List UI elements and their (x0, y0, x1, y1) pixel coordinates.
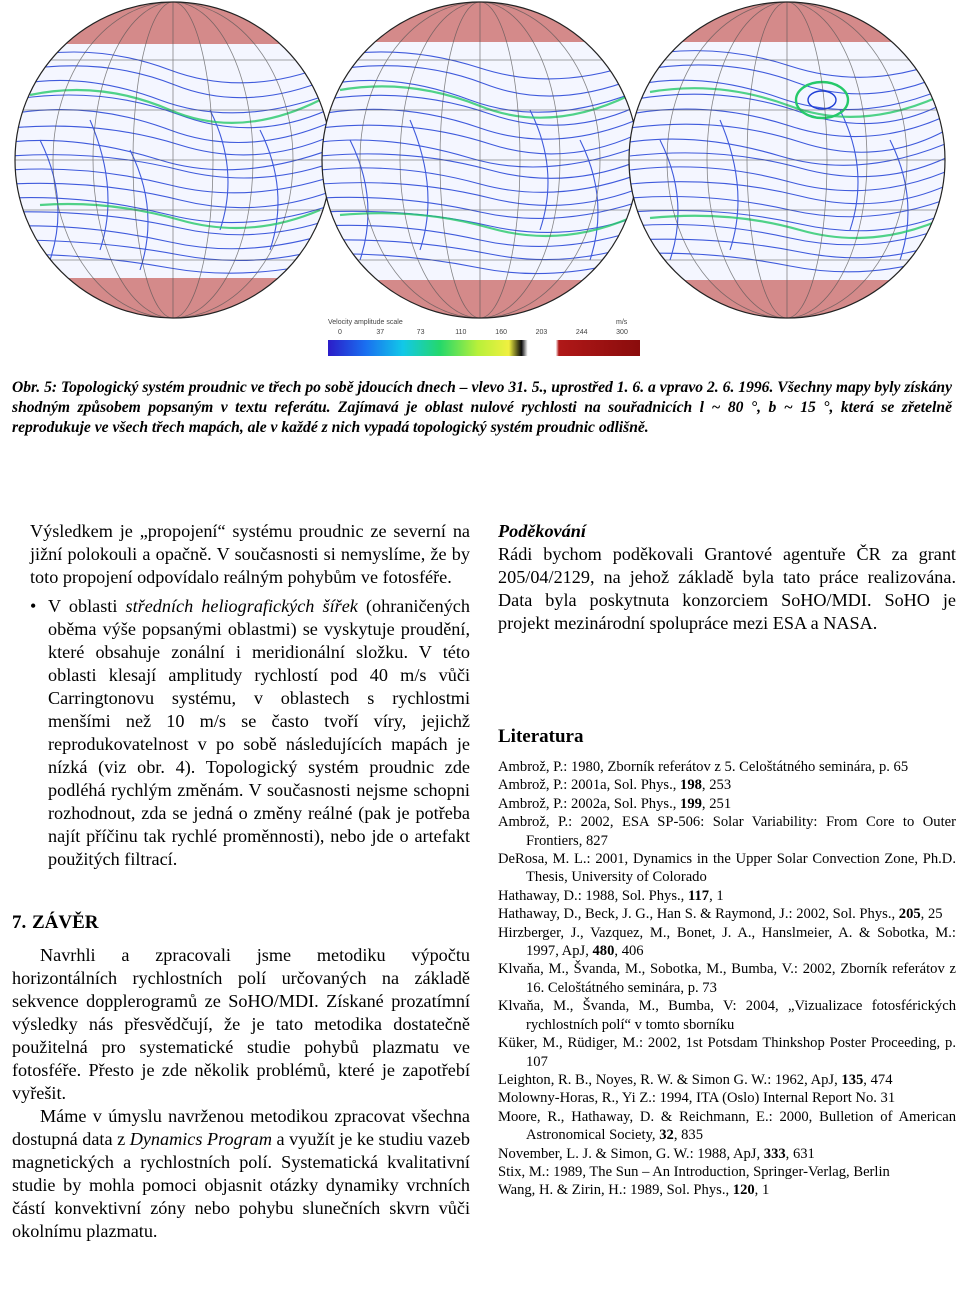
reference-item: Ambrož, P.: 2001a, Sol. Phys., 198, 253 (498, 777, 732, 794)
paragraph-conclusion-1: Navrhli a zpracovali jsme metodiku výpočtu horizontálních rychlostních polí určovaných na základě sekvence dopplerogramů ze SoHO/MDI. Získané prozatímní výsledky nás přesvědčují, že je tato metodika dostatečně použitelná pro systematické studie pohybů plazmatu ve fotosféře. Přesto je zde několik problémů, které je zapotřebí vyřešit. (12, 945, 470, 1103)
reference-item: Molowny-Horas, R., Yi Z.: 1994, ITA (Oslo) Internal Report No. 31 (498, 1090, 896, 1107)
scale-tick-label: 160 (495, 329, 507, 336)
references-list (498, 758, 956, 1200)
reference-item: Ambrož, P.: 2002a, Sol. Phys., 199, 251 (498, 795, 732, 812)
scale-unit: m/s (616, 319, 628, 326)
reference-item: Küker, M., Rüdiger, M.: 2002, 1st Potsdam Thinkshop Poster Proceeding, p. 107 (498, 1035, 956, 1070)
reference-item: Ambrož, P.: 2002, ESA SP-506: Solar Variability: From Core to Outer Frontiers, 827 (498, 814, 956, 849)
figure-caption: Obr. 5: Topologický systém proudnic ve třech po sobě jdoucích dnech – vlevo 31. 5., uprostřed 1. 6. a vpravo 2. 6. 1996. Všechny mapy byly získány shodným způsobem popsaným v textu referátu. Zajímavá je oblast nulové rychlosti na souřadnicích l ~ 80 °, b ~ 15 °, která se zřetelně reprodukuje ve všech třech mapách, ale v každé z nich vypadá topologický systém proudnic odlišně. (12, 379, 952, 436)
reference-item: Hathaway, D., Beck, J. G., Han S. & Raymond, J.: 2002, Sol. Phys., 205, 25 (498, 906, 943, 923)
velocity-color-scale (328, 319, 640, 356)
reference-item: Klvaňa, M., Švanda, M., Bumba, V: 2004, „Vizualizace fotosférických rychlostních polí“ v tomto sborníku (498, 998, 956, 1033)
references-title: Literatura (498, 726, 584, 747)
streamline-maps-svg (10, 0, 950, 370)
acknowledgement-text: Rádi bychom poděkovali Grantové agentuře ČR za grant 205/04/2129, na jehož základě byla tato práce realizována. Data byla poskytnuta konzorciem SoHO/MDI. SoHO je projekt mezinárodní spolupráce mezi ESA a NASA. (498, 544, 956, 633)
scale-tick-label: 0 (338, 329, 342, 336)
acknowledgement-title: Poděkování (498, 521, 586, 541)
reference-item: Stix, M.: 1989, The Sun – An Introduction, Springer-Verlag, Berlin (498, 1163, 890, 1180)
scale-tick-label: 110 (455, 329, 467, 336)
right-column (498, 520, 956, 1200)
scale-tick-label: 37 (376, 329, 385, 336)
reference-item: DeRosa, M. L.: 2001, Dynamics in the Upper Solar Convection Zone, Ph.D. Thesis, University of Colorado (498, 851, 956, 886)
reference-item: Wang, H. & Zirin, H.: 1989, Sol. Phys., 120, 1 (498, 1182, 770, 1199)
paragraph-conclusion-2: Máme v úmyslu navrženou metodikou zpracovat všechna dostupná data z Dynamics Program a využít je ke studiu vazeb magnetických a rychlostních polí. Systematická kvalitativní studie by mohla pomoci objasnit otázky dynamiky vrchních částí konvektivní zóny nebo pohybu slunečních skvrn vůči okolnímu plazmatu. (12, 1106, 470, 1241)
reference-item: Hirzberger, J., Vazquez, M., Bonet, J. A., Hanslmeier, A. & Sobotka, M.: 1997, ApJ, 480, 406 (498, 924, 956, 960)
reference-item: Moore, R., Hathaway, D. & Reichmann, E.: 2000, Bulletion of American Astronomical Society, 32, 835 (498, 1108, 956, 1144)
bullet-middle-latitudes: • V oblasti středních heliografických šířek (ohraničených oběma výše popsanými oblastmi) se vyskytuje proudění, které obsahuje zonální i meridionální složku. V této oblasti klesají amplitudy rychlostí pod 40 m/s vůči Carringtonovu systému, v oblastech s rychlostmi menšími než 10 m/s se často tvoří víry, jejichž reprodukovatelnost v po sobě následujících mapách je nízká (viz obr. 4). Topologický systém proudnic zde podléhá rychlým změnám. V současnosti nejsme schopni rozhodnout, zda se jedná o změny reálné (pak je potřeba najít příčinu tak rychlé proměnnosti), nebo jde o artefakt použitých filtrací. (30, 595, 470, 871)
section-heading-conclusion: 7. ZÁVĚR (12, 912, 99, 933)
reference-item: November, L. J. & Simon, G. W.: 1988, ApJ, 333, 631 (498, 1145, 815, 1162)
scale-tick-label: 203 (535, 329, 548, 336)
scale-tick-label: 244 (575, 329, 588, 336)
scale-caption: Velocity amplitude scale (328, 319, 403, 326)
left-column (12, 520, 470, 1243)
figure-streamline-maps (10, 0, 950, 370)
paragraph-result: Výsledkem je „propojení“ systému proudnic ze severní na jižní polokouli a opačně. V současnosti si nemyslíme, že by toto propojení odpovídalo reálným pohybům ve fotosféře. (30, 521, 470, 587)
scale-tick-label: 73 (416, 329, 425, 336)
reference-item: Klvaňa, M., Švanda, M., Sobotka, M., Bumba, V.: 2002, Zborník referátov z 16. Celoštátného seminára, p. 73 (498, 961, 956, 996)
reference-item: Leighton, R. B., Noyes, R. W. & Simon G. W.: 1962, ApJ, 135, 474 (498, 1071, 893, 1088)
reference-item: Ambrož, P.: 1980, Zborník referátov z 5. Celoštátného seminára, p. 65 (498, 759, 909, 775)
reference-item: Hathaway, D.: 1988, Sol. Phys., 117, 1 (498, 887, 724, 904)
scale-tick-label: 300 (616, 329, 628, 336)
solar-disk-middle (310, 0, 650, 330)
